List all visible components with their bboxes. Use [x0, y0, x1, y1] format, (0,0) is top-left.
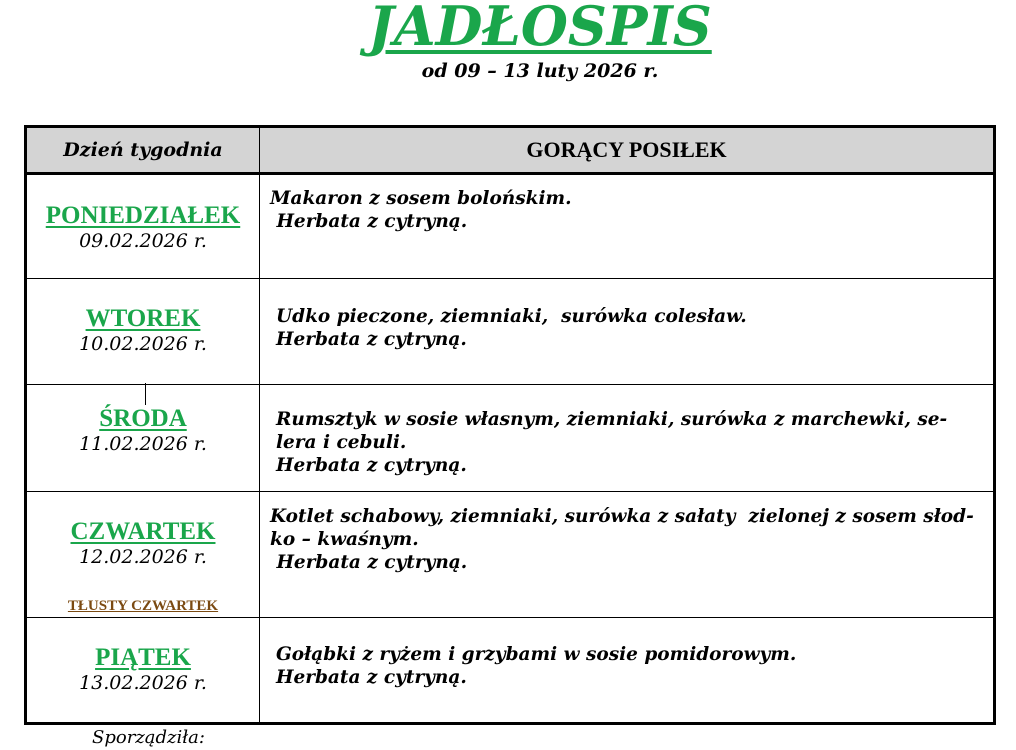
day-cell	[26, 279, 260, 385]
table-row	[26, 385, 995, 492]
meal-cell	[260, 174, 995, 279]
table-row	[26, 492, 995, 618]
page-title: JADŁOSPIS	[368, 0, 712, 58]
day-cell	[26, 618, 260, 724]
meal-line: Herbata z cytryną.	[276, 455, 467, 476]
table-row	[26, 174, 995, 279]
day-date: 11.02.2026 r.	[79, 433, 207, 455]
day-cell	[26, 174, 260, 279]
day-date: 10.02.2026 r.	[79, 333, 207, 355]
day-name: PONIEDZIAŁEK	[45, 202, 241, 229]
meal-line: Kotlet schabowy, ziemniaki, surówka z sałaty zielonej z sosem słod-	[270, 506, 974, 527]
day-name: WTOREK	[85, 305, 201, 332]
day-name: ŚRODA	[99, 405, 187, 432]
meal-line: ko – kwaśnym.	[270, 529, 419, 550]
meal-line: lera i cebuli.	[276, 432, 407, 453]
meal-line: Herbata z cytryną.	[276, 329, 467, 350]
meal-cell	[260, 385, 995, 492]
meal-line: Udko pieczone, ziemniaki, surówka colesław.	[276, 306, 747, 327]
column-header-day: Dzień tygodnia	[26, 127, 260, 174]
table-row	[26, 279, 995, 385]
meal-line: Herbata z cytryną.	[270, 552, 468, 573]
menu-table	[24, 125, 996, 725]
cell-mark	[145, 383, 146, 405]
day-cell	[26, 492, 260, 618]
day-name: CZWARTEK	[70, 518, 216, 545]
date-range-subtitle: od 09 – 13 luty 2026 r.	[421, 60, 659, 82]
table-header-row	[26, 127, 995, 174]
meal-cell	[260, 492, 995, 618]
meal-line: Makaron z sosem bolońskim.	[270, 188, 572, 209]
meal-line: Herbata z cytryną.	[276, 667, 467, 688]
prepared-by-label: Sporządziła:	[92, 727, 205, 748]
meal-cell	[260, 618, 995, 724]
table-row	[26, 618, 995, 724]
column-header-meal: GORĄCY POSIŁEK	[260, 127, 995, 174]
meal-cell	[260, 279, 995, 385]
meal-line: Rumsztyk w sosie własnym, ziemniaki, surówka z marchewki, se-	[276, 409, 948, 430]
meal-line: Gołąbki z ryżem i grzybami w sosie pomidorowym.	[276, 644, 797, 665]
special-day-label: TŁUSTY CZWARTEK	[67, 598, 219, 614]
day-name: PIĄTEK	[95, 644, 191, 671]
day-date: 12.02.2026 r.	[79, 546, 207, 568]
meal-line: Herbata z cytryną.	[270, 211, 468, 232]
day-cell	[26, 385, 260, 492]
day-date: 09.02.2026 r.	[79, 230, 207, 252]
day-date: 13.02.2026 r.	[79, 672, 207, 694]
